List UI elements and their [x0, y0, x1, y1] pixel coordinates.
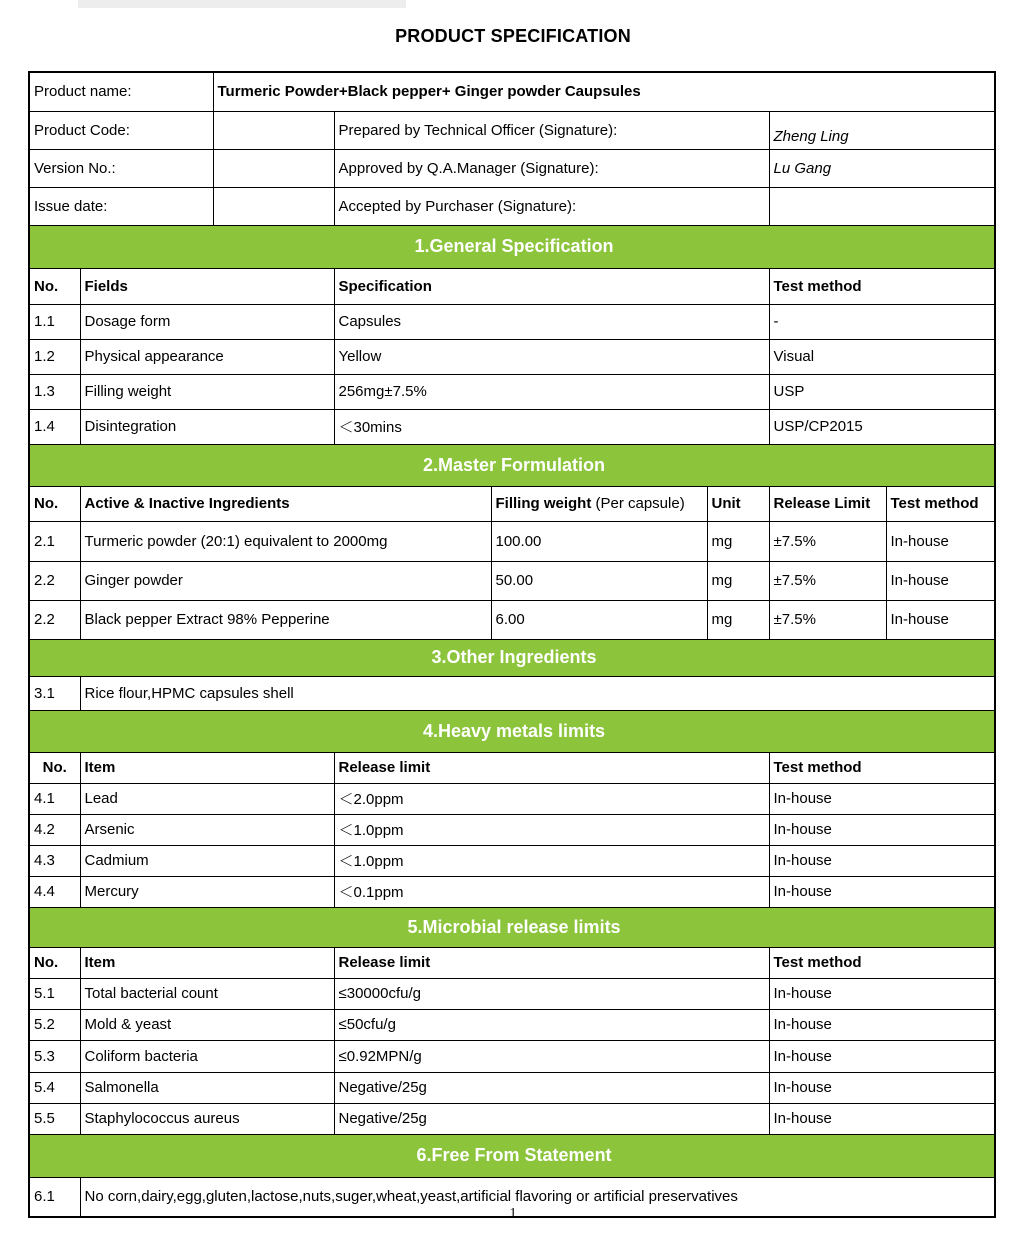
col-header-no: No.	[29, 752, 80, 783]
row-method: Visual	[769, 339, 995, 374]
row-no: 4.3	[29, 845, 80, 876]
table-header-row	[29, 268, 995, 304]
row-item: Coliform bacteria	[80, 1040, 334, 1072]
row-spec: 256mg±7.5%	[334, 374, 769, 409]
table-row	[29, 676, 995, 710]
row-no: 5.2	[29, 1009, 80, 1040]
prepared-by-signature: Zheng Ling	[769, 111, 995, 149]
row-method: In-house	[769, 1072, 995, 1103]
row-unit: mg	[707, 521, 769, 561]
table-header-row	[29, 752, 995, 783]
col-header-release-limit: Release limit	[334, 947, 769, 978]
row-ingredient: Black pepper Extract 98% Pepperine	[80, 600, 491, 639]
col-header-item: Item	[80, 752, 334, 783]
table-row	[29, 876, 995, 907]
issue-date-value	[213, 187, 334, 225]
col-header-test-method: Test method	[769, 268, 995, 304]
product-name-value: Turmeric Powder+Black pepper+ Ginger powder Caupsules	[213, 72, 995, 111]
table-header-row	[29, 486, 995, 521]
col-header-test-method: Test method	[769, 752, 995, 783]
row-limit: Negative/25g	[334, 1072, 769, 1103]
col-header-no: No.	[29, 486, 80, 521]
row-spec: Capsules	[334, 304, 769, 339]
row-spec: Yellow	[334, 339, 769, 374]
row-ingredient: Ginger powder	[80, 561, 491, 600]
row-item: Staphylococcus aureus	[80, 1103, 334, 1134]
row-unit: mg	[707, 600, 769, 639]
row-spec: ＜30mins	[334, 409, 769, 444]
section-header-microbial	[29, 907, 995, 947]
version-value	[213, 149, 334, 187]
row-limit: ＜1.0ppm	[334, 814, 769, 845]
specification-table	[28, 71, 996, 1218]
section-title: 3.Other Ingredients	[29, 639, 995, 676]
table-row	[29, 409, 995, 444]
table-header-row	[29, 947, 995, 978]
row-method: In-house	[769, 845, 995, 876]
top-decorative-bar	[78, 0, 406, 8]
row-item: Salmonella	[80, 1072, 334, 1103]
col-header-no: No.	[29, 947, 80, 978]
accepted-by-label: Accepted by Purchaser (Signature):	[334, 187, 769, 225]
row-item: Lead	[80, 783, 334, 814]
header-row-product-name	[29, 72, 995, 111]
row-no: 1.1	[29, 304, 80, 339]
page-title: PRODUCT SPECIFICATION	[395, 26, 631, 46]
approved-by-signature: Lu Gang	[769, 149, 995, 187]
col-header-filling-weight	[491, 486, 707, 521]
row-unit: mg	[707, 561, 769, 600]
row-limit: ＜2.0ppm	[334, 783, 769, 814]
row-weight: 100.00	[491, 521, 707, 561]
col-header-test-method: Test method	[769, 947, 995, 978]
row-method: In-house	[769, 1040, 995, 1072]
row-no: 4.1	[29, 783, 80, 814]
table-row	[29, 304, 995, 339]
section-header-master-formulation	[29, 444, 995, 486]
row-item: Total bacterial count	[80, 978, 334, 1009]
filling-weight-label: Filling weight	[495, 495, 592, 512]
table-row	[29, 561, 995, 600]
row-method: -	[769, 304, 995, 339]
row-limit: Negative/25g	[334, 1103, 769, 1134]
table-row	[29, 1103, 995, 1134]
row-no: 5.3	[29, 1040, 80, 1072]
table-row	[29, 814, 995, 845]
col-header-specification: Specification	[334, 268, 769, 304]
accepted-by-signature	[769, 187, 995, 225]
row-weight: 50.00	[491, 561, 707, 600]
table-row	[29, 845, 995, 876]
row-no: 5.5	[29, 1103, 80, 1134]
header-row-version	[29, 149, 995, 187]
table-row	[29, 978, 995, 1009]
row-method: In-house	[886, 521, 995, 561]
row-no: 1.2	[29, 339, 80, 374]
row-no: 2.2	[29, 561, 80, 600]
row-item: Mercury	[80, 876, 334, 907]
row-method: In-house	[769, 876, 995, 907]
row-limit: ≤30000cfu/g	[334, 978, 769, 1009]
row-limit: ≤50cfu/g	[334, 1009, 769, 1040]
version-label: Version No.:	[29, 149, 213, 187]
row-text: Rice flour,HPMC capsules shell	[80, 676, 995, 710]
col-header-release-limit: Release Limit	[769, 486, 886, 521]
section-header-other-ingredients	[29, 639, 995, 676]
section-title: 1.General Specification	[29, 225, 995, 268]
prepared-by-label: Prepared by Technical Officer (Signature):	[334, 111, 769, 149]
col-header-fields: Fields	[80, 268, 334, 304]
table-row	[29, 521, 995, 561]
row-limit: ±7.5%	[769, 561, 886, 600]
table-row	[29, 374, 995, 409]
row-no: 2.2	[29, 600, 80, 639]
table-row	[29, 783, 995, 814]
header-row-issue-date	[29, 187, 995, 225]
row-no: 1.3	[29, 374, 80, 409]
col-header-ingredients: Active & Inactive Ingredients	[80, 486, 491, 521]
row-field: Dosage form	[80, 304, 334, 339]
row-field: Disintegration	[80, 409, 334, 444]
product-name-label: Product name:	[29, 72, 213, 111]
per-capsule-label: (Per capsule)	[591, 495, 685, 512]
page-number: 1	[509, 1206, 517, 1221]
row-no: 4.4	[29, 876, 80, 907]
row-no: 6.1	[29, 1177, 80, 1217]
col-header-no: No.	[29, 268, 80, 304]
row-no: 5.1	[29, 978, 80, 1009]
table-row	[29, 1009, 995, 1040]
row-field: Filling weight	[80, 374, 334, 409]
header-row-product-code	[29, 111, 995, 149]
section-title: 2.Master Formulation	[29, 444, 995, 486]
col-header-release-limit: Release limit	[334, 752, 769, 783]
row-no: 5.4	[29, 1072, 80, 1103]
row-item: Arsenic	[80, 814, 334, 845]
table-row	[29, 1040, 995, 1072]
approved-by-label: Approved by Q.A.Manager (Signature):	[334, 149, 769, 187]
section-title: 6.Free From Statement	[29, 1134, 995, 1177]
row-text: No corn,dairy,egg,gluten,lactose,nuts,suger,wheat,yeast,artificial flavoring or artificial preservatives	[80, 1177, 995, 1217]
row-method: In-house	[769, 1009, 995, 1040]
row-method: In-house	[769, 1103, 995, 1134]
row-limit: ≤0.92MPN/g	[334, 1040, 769, 1072]
col-header-item: Item	[80, 947, 334, 978]
col-header-unit: Unit	[707, 486, 769, 521]
row-field: Physical appearance	[80, 339, 334, 374]
section-title: 4.Heavy metals limits	[29, 710, 995, 752]
row-weight: 6.00	[491, 600, 707, 639]
row-limit: ＜0.1ppm	[334, 876, 769, 907]
row-method: In-house	[886, 561, 995, 600]
table-row	[29, 339, 995, 374]
row-method: In-house	[886, 600, 995, 639]
section-title: 5.Microbial release limits	[29, 907, 995, 947]
row-limit: ±7.5%	[769, 600, 886, 639]
row-method: In-house	[769, 814, 995, 845]
row-no: 1.4	[29, 409, 80, 444]
issue-date-label: Issue date:	[29, 187, 213, 225]
row-no: 3.1	[29, 676, 80, 710]
row-item: Cadmium	[80, 845, 334, 876]
table-row	[29, 1072, 995, 1103]
row-item: Mold & yeast	[80, 1009, 334, 1040]
row-ingredient: Turmeric powder (20:1) equivalent to 2000mg	[80, 521, 491, 561]
col-header-test-method: Test method	[886, 486, 995, 521]
row-limit: ＜1.0ppm	[334, 845, 769, 876]
row-limit: ±7.5%	[769, 521, 886, 561]
row-no: 2.1	[29, 521, 80, 561]
row-method: In-house	[769, 978, 995, 1009]
section-header-free-from	[29, 1134, 995, 1177]
row-method: USP/CP2015	[769, 409, 995, 444]
product-code-label: Product Code:	[29, 111, 213, 149]
row-method: In-house	[769, 783, 995, 814]
row-no: 4.2	[29, 814, 80, 845]
section-header-general	[29, 225, 995, 268]
section-header-heavy-metals	[29, 710, 995, 752]
row-method: USP	[769, 374, 995, 409]
table-row	[29, 600, 995, 639]
product-code-value	[213, 111, 334, 149]
